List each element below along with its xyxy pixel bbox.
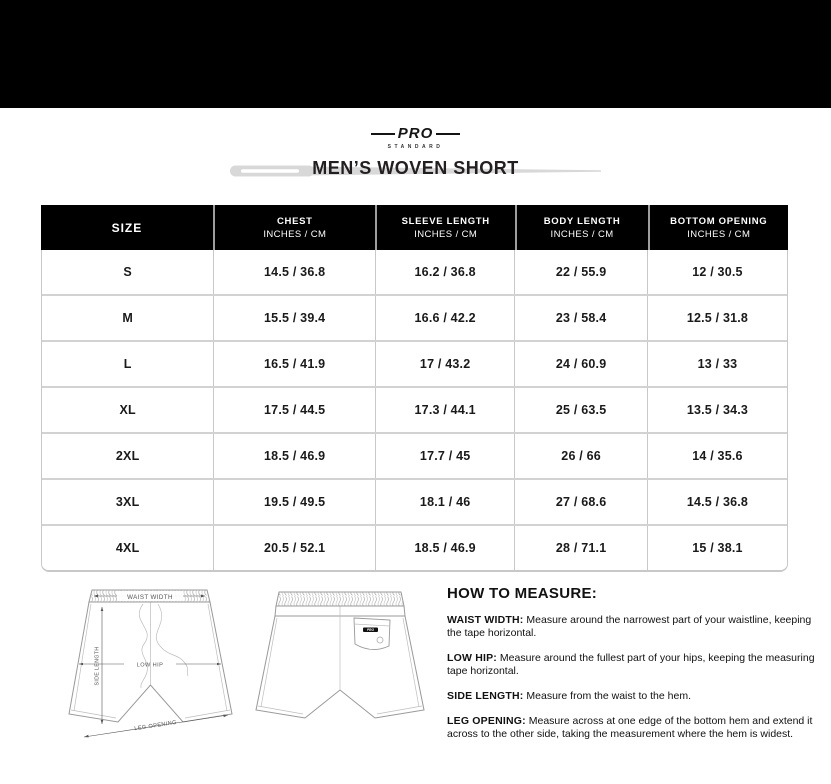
shorts-back-diagram [248, 584, 434, 754]
cell-body: 27 / 68.6 [514, 480, 647, 524]
cell-body: 25 / 63.5 [514, 388, 647, 432]
measure-text: Measure from the waist to the hem. [523, 690, 691, 702]
brand-logo [0, 125, 831, 150]
cell-chest: 20.5 / 52.1 [213, 526, 375, 570]
cell-sleeve: 17 / 43.2 [375, 342, 514, 386]
cell-bottom: 14 / 35.6 [647, 434, 787, 478]
header-body-length: BODY LENGTH INCHES / CM [515, 205, 648, 250]
cell-bottom: 12 / 30.5 [647, 250, 787, 294]
cell-sleeve: 17.7 / 45 [375, 434, 514, 478]
cell-body: 22 / 55.9 [514, 250, 647, 294]
measure-label: WAIST WIDTH: [447, 614, 524, 626]
measure-item-side-length [447, 690, 823, 703]
title-section [0, 156, 831, 186]
cell-sleeve: 18.1 / 46 [375, 480, 514, 524]
cell-sleeve: 16.6 / 42.2 [375, 296, 514, 340]
table-row [42, 432, 787, 478]
measure-item-low-hip [447, 652, 823, 678]
cell-size: S [123, 265, 132, 279]
page-title: MEN’S WOVEN SHORT [312, 158, 519, 178]
cell-bottom: 15 / 38.1 [647, 526, 787, 570]
how-to-measure-section [447, 585, 823, 753]
low-hip-label: LOW HIP [136, 662, 164, 669]
cell-size: L [123, 357, 132, 371]
brand-name: PRO [397, 125, 434, 142]
measure-item-waist-width [447, 614, 823, 640]
leg-opening-label: LEG OPENING [134, 719, 178, 733]
measure-text: Measure across at one edge of the bottom hem and extend it across to the other side, taking the measurement where the hem is widest. [447, 715, 813, 740]
cell-bottom: 12.5 / 31.8 [647, 296, 787, 340]
cell-size: XL [119, 403, 136, 417]
measure-text: Measure around the narrowest part of your waistline, keeping the tape horizontal. [447, 614, 812, 639]
measure-label: LOW HIP: [447, 652, 498, 664]
table-row [42, 478, 787, 524]
logo-right-line [436, 133, 460, 135]
cell-bottom: 14.5 / 36.8 [647, 480, 787, 524]
cell-sleeve: 17.3 / 44.1 [375, 388, 514, 432]
header-bottom-opening: BOTTOM OPENING INCHES / CM [648, 205, 788, 250]
cell-size: M [122, 311, 133, 325]
shorts-front-diagram [60, 584, 242, 754]
header-size: SIZE [111, 220, 143, 235]
size-chart-table [41, 205, 788, 572]
cell-size: 3XL [115, 495, 140, 509]
cell-chest: 16.5 / 41.9 [213, 342, 375, 386]
waist-width-label: WAIST WIDTH [127, 594, 173, 601]
logo-left-line [371, 133, 395, 135]
measure-label: SIDE LENGTH: [447, 690, 524, 702]
brand-subname: STANDARD [387, 144, 444, 150]
header-chest: CHEST INCHES / CM [213, 205, 375, 250]
cell-body: 28 / 71.1 [514, 526, 647, 570]
cell-body: 23 / 58.4 [514, 296, 647, 340]
cell-chest: 18.5 / 46.9 [213, 434, 375, 478]
cell-chest: 14.5 / 36.8 [213, 250, 375, 294]
cell-body: 26 / 66 [514, 434, 647, 478]
cell-size: 2XL [115, 449, 140, 463]
header-sleeve-length: SLEEVE LENGTH INCHES / CM [375, 205, 515, 250]
cell-bottom: 13.5 / 34.3 [647, 388, 787, 432]
measure-text: Measure around the fullest part of your hips, keeping the measuring tape horizontal. [447, 652, 815, 677]
pocket-logo: PRO [367, 628, 374, 632]
table-row [42, 524, 787, 570]
table-row [42, 386, 787, 432]
table-header-row [41, 205, 788, 250]
top-black-banner [0, 0, 831, 108]
cell-chest: 19.5 / 49.5 [213, 480, 375, 524]
cell-chest: 17.5 / 44.5 [213, 388, 375, 432]
cell-sleeve: 16.2 / 36.8 [375, 250, 514, 294]
table-row [42, 294, 787, 340]
measure-label: LEG OPENING: [447, 715, 526, 727]
table-row [42, 340, 787, 386]
table-body [41, 250, 788, 572]
cell-bottom: 13 / 33 [647, 342, 787, 386]
cell-sleeve: 18.5 / 46.9 [375, 526, 514, 570]
side-length-label: SIDE LENGTH [94, 646, 101, 686]
measure-item-leg-opening [447, 715, 823, 741]
table-row [42, 250, 787, 294]
shorts-diagrams [60, 584, 434, 754]
cell-chest: 15.5 / 39.4 [213, 296, 375, 340]
how-to-measure-heading: HOW TO MEASURE: [447, 585, 598, 602]
cell-size: 4XL [115, 541, 140, 555]
cell-body: 24 / 60.9 [514, 342, 647, 386]
